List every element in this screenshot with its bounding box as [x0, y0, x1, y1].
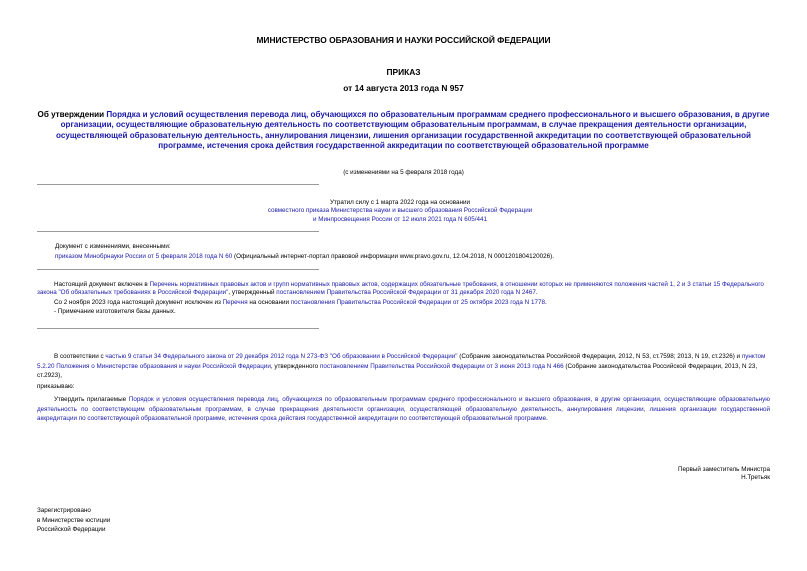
preamble-link-law[interactable]: частью 9 статьи 34 Федерального закона от 29 декабря 2012 года N 273-ФЗ "Об образовании в Российской Федерации"	[105, 353, 458, 360]
changes-link[interactable]: приказом Минобрнауки России от 5 февраля 2018 года N 60	[55, 253, 233, 261]
note-text: Настоящий документ включен в	[54, 281, 150, 288]
note-link-resolution[interactable]: постановлением Правительства Российской Федерации от 31 декабря 2020 года N 2467	[276, 289, 536, 297]
preamble	[37, 352, 770, 381]
note-text: , утвержденный	[228, 289, 277, 297]
changes-block	[55, 243, 775, 262]
note-text: Со 2 ноября 2023 года настоящий документ исключен из	[54, 298, 223, 306]
divider	[37, 269, 319, 270]
note-text: .	[535, 289, 538, 297]
preamble-text: (Собрание законодательства Российской Федерации, 2012, N 53, ст.7598; 2013, N 19, ст.2326) и	[457, 353, 742, 360]
note-link-list-2[interactable]: Перечня	[222, 298, 248, 306]
preamble-text: (Собрание законодательства Российской Федерации, 2013, N 23, ст.2923),	[37, 362, 758, 380]
approve-text: .	[546, 415, 548, 423]
divider	[37, 231, 319, 232]
note-text: .	[544, 298, 547, 306]
approve-link[interactable]: Порядок и условия осуществления перевода лиц, обучающихся по образовательным программам среднего профессионального и высшего образования, в другие организации, осуществляющие образовательную деятельность по соответствующим образовательным программам, в случае прекращения деятельности организации, осуществляющей образовательную деятельность, аннулирования лицензии, лишения организации государственной аккредитации по соответствующей образовательной программе, истечения срока действия государственной аккредитации по соответствующей образовательной программе	[37, 396, 771, 423]
signature-position: Первый заместитель Министра	[677, 466, 770, 473]
divider	[37, 328, 319, 329]
expired-block	[180, 199, 620, 224]
expired-line-1: Утратил силу с 1 марта 2022 года на основании	[329, 199, 471, 206]
registration-line-2: в Министерстве юстиции	[37, 516, 111, 524]
note-link-resolution-2[interactable]: постановления Правительства Российской Федерации от 25 октября 2023 года N 1778	[290, 298, 545, 306]
note-footnote: - Примечание изготовителя базы данных.	[54, 308, 176, 316]
preamble-text: , утвержденного	[270, 362, 320, 370]
preamble-text: В соответствии с	[54, 353, 106, 360]
document-date: от 14 августа 2013 года N 957	[343, 83, 464, 93]
divider	[37, 184, 319, 185]
ministry-heading: МИНИСТЕРСТВО ОБРАЗОВАНИЯ И НАУКИ РОССИЙСКОЙ ФЕДЕРАЦИИ	[256, 35, 551, 45]
changes-line-1: Документ с изменениями, внесенными:	[55, 243, 171, 250]
note-text: на основании	[247, 298, 291, 306]
registration-line-1: Зарегистрировано	[37, 507, 91, 514]
preamble-link-regulation[interactable]: пунктом 5.2.20 Положения о Министерстве образования и науки Российской Федерации	[37, 353, 766, 370]
signature-name: Н.Третьяк	[741, 474, 770, 482]
preamble-link-resolution[interactable]: постановлением Правительства Российской Федерации от 3 июня 2013 года N 466	[319, 362, 564, 370]
title-prefix: Об утверждении	[37, 110, 107, 119]
registration-block	[37, 506, 237, 535]
revision-note: (с изменениями на 5 февраля 2018 года)	[343, 169, 464, 176]
title-link[interactable]: Порядка и условий осуществления перевода лиц, обучающихся по образовательным программам среднего профессионального и высшего образования, в другие организации, осуществляющие образовательную деятельность по соответствующим образовательным программам, в случае прекращения деятельности организации, осуществляющей образовательную деятельность, аннулирования лицензии, лишения организации государственной аккредитации по соответствующей образовательной программе, истечения срока действия государственной аккредитации по соответствующей образовательной программе	[56, 110, 770, 151]
note-link-list[interactable]: Перечень нормативных правовых актов и групп нормативных правовых актов, содержащих обязательные требования, в отношении которых не применяются положения частей 1, 2 и 3 статьи 15 Федерального закона "Об обязательных требованиях в Российской Федерации"	[37, 281, 764, 297]
approve-paragraph	[37, 395, 770, 424]
expired-link-line-2[interactable]: совместного приказа Министерства науки и высшего образования Российской Федерации	[267, 207, 533, 215]
registration-line-3: Российской Федерации	[37, 526, 106, 534]
document-type: ПРИКАЗ	[386, 67, 421, 77]
changes-rest: (Официальный интернет-портал правовой информации www.pravo.gov.ru, 12.04.2018, N 0001201804120026).	[232, 253, 554, 261]
producer-note	[37, 281, 770, 317]
order-word: приказываю:	[37, 383, 75, 390]
document-title	[35, 110, 772, 152]
expired-link-line-3[interactable]: и Минпросвещения России от 12 июля 2021 года N 605/441	[312, 215, 488, 223]
signature-block	[500, 466, 770, 483]
approve-text: Утвердить прилагаемые	[54, 396, 129, 403]
